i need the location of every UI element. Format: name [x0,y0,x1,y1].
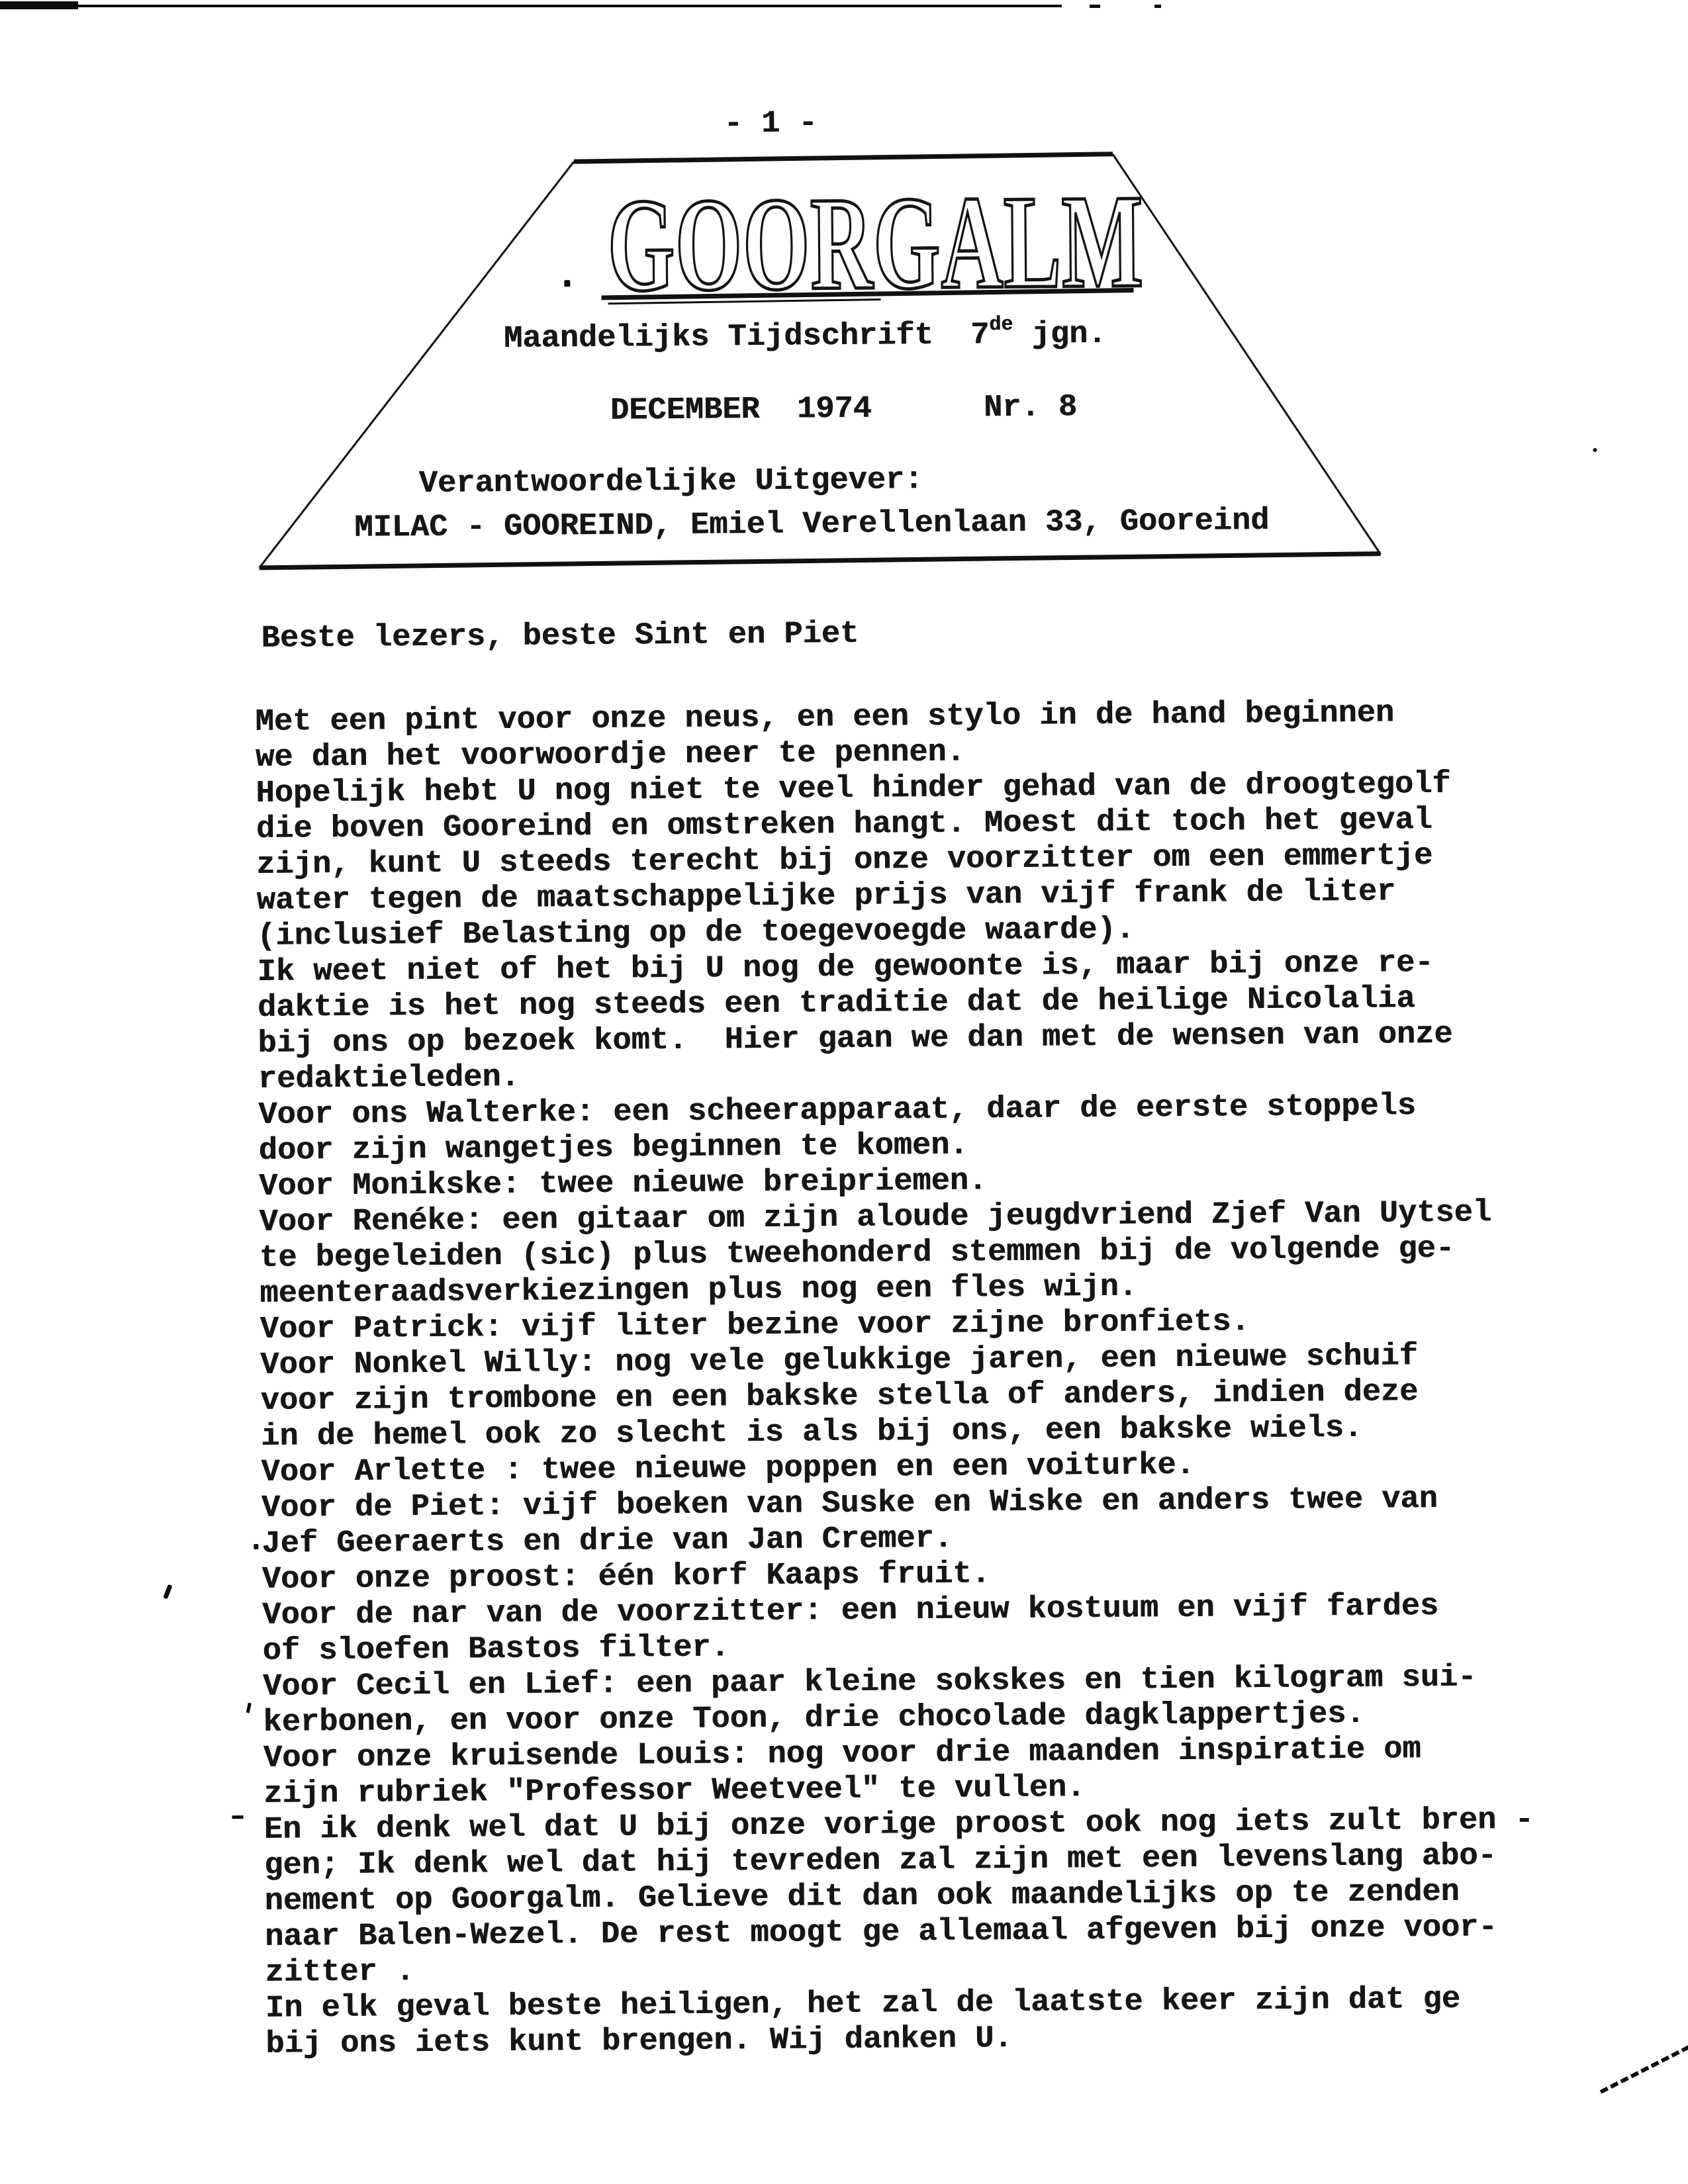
body-text-line: (inclusief Belasting op de toegevoegde waarde). [256,912,1135,954]
body-text-line: Voor Monikske: twee nieuwe breipriemen. [258,1163,988,1205]
body-text-line: meenteraadsverkiezingen plus nog een fles wijn. [259,1269,1138,1312]
body-text-line: zijn, kunt U steeds terecht bij onze voorzitter om een emmertje [256,839,1433,883]
body-text-line: zitter . [265,1954,415,1991]
body-text-line: of sloefen Bastos filter. [262,1630,729,1669]
body-text-line: In elk geval beste heiligen, het zal de laatste keer zijn dat ge [265,1981,1461,2026]
body-text-line: zijn rubriek "Professor Weetveel" te vullen. [263,1770,1086,1812]
body-text-line: naar Balen-Wezel. De rest moogt ge allemaal afgeven bij onze voor- [264,1910,1497,1955]
body-text-line: te begeleiden (sic) plus tweehonderd stemmen bij de volgende ge- [259,1231,1455,1276]
scan-edge-line [1154,5,1161,8]
scan-speck [564,280,570,287]
body-text-line: we dan het voorwoordje neer te pennen. [255,735,965,776]
body-text-line: Voor Cecil en Lief: een paar kleine sokskes en tien kilogram sui- [262,1660,1477,1705]
scan-edge-line [0,1,78,9]
body-text-line: daktie is het nog steeds een traditie dat de heilige Nicolalia [257,981,1415,1026]
body-text-line: die boven Gooreind en omstreken hangt. Moest dit toch het geval [256,803,1432,847]
body-text-line: water tegen de maatschappelijke prijs van vijf frank de liter [256,874,1396,919]
body-text-line: Voor onze proost: één korf Kaaps fruit. [261,1557,990,1598]
body-text-line: in de hemel ook zo slecht is als bij ons, een bakske wiels. [260,1410,1363,1455]
body-text-line: door zijn wangetjes beginnen te komen. [258,1128,968,1169]
subtitle-text: Maandelijks Tijdschrift 7 [503,318,990,357]
body-text-line: nement op Goorgalm. Gelieve dit dan ook maandelijks op te zenden [264,1874,1460,1919]
body-text-line: voor zijn trombone en een bakske stella of anders, indien deze [260,1375,1419,1419]
scan-edge-line [1090,5,1100,8]
body-text-line: Voor Nonkel Willy: nog vele gelukkige jaren, een nieuwe schuif [260,1339,1419,1383]
body-text-line: Ik weet niet of het bij U nog de gewoonte is, maar bij onze re- [257,946,1434,990]
body-text-line: En ik denk wel dat U bij onze vorige proost ook nog iets zult bren - [263,1802,1534,1848]
body-text-line: Voor Arlette : twee nieuwe poppen en een voiturke. [261,1447,1195,1490]
body-text-line: bij ons op bezoek komt. Hier gaan we dan met de wensen van onze [258,1017,1453,1062]
body-text-line: Voor onze kruisende Louis: nog voor drie maanden inspiratie om [263,1732,1421,1776]
scan-speck [1593,448,1597,452]
body-text-line: Hopelijk hebt U nog niet te veel hinder gehad van de droogtegolf [256,766,1451,811]
salutation-line: Beste lezers, beste Sint en Piet [261,616,859,657]
body-text-line: Voor ons Walterke: een scheerapparaat, daar de eerste stoppels [258,1089,1417,1133]
body-text-line: Met een pint voor onze neus, en een stylo in de hand beginnen [255,696,1395,740]
publisher-value: MILAC - GOOREIND, Emiel Verellenlaan 33, Gooreind [354,503,1270,546]
newsletter-logo: GOORGALM [607,167,1145,320]
body-text-line: Voor de Piet: vijf boeken van Suske en Wiske en anders twee van [261,1481,1438,1526]
masthead-subtitle [503,313,1107,360]
body-text-line: Jef Geeraerts en drie van Jan Cremer. [261,1521,953,1562]
scan-speck [232,1815,244,1819]
body-text [255,694,1622,2063]
issue-line: DECEMBER 1974 Nr. 8 [610,390,1078,429]
subtitle-suffix: jgn. [1013,316,1107,353]
body-text-line: bij ons iets kunt brengen. Wij danken U. [265,2021,1013,2062]
body-text-line: gen; Ik denk wel dat hij tevreden zal zijn met een levenslang abo- [263,1839,1497,1884]
page-number: - 1 - [724,106,818,142]
subtitle-superscript: de [989,313,1013,337]
body-text-line: Voor Renéke: een gitaar om zijn aloude jeugdvriend Zjef Van Uytsel [259,1195,1492,1240]
publisher-label: Verantwoordelijke Uitgever: [418,463,923,502]
body-text-line: Voor Patrick: vijf liter bezine voor zijne bronfiets. [259,1304,1250,1347]
scan-speck [254,1544,258,1549]
body-text-line: Voor de nar van de voorzitter: een nieuw kostuum en vijf fardes [261,1588,1439,1633]
body-text-line: redaktieleden. [258,1060,520,1097]
scan-edge-line [0,5,1062,7]
body-text-line: kerbonen, en voor onze Toon, drie chocolade dagklappertjes. [263,1696,1365,1741]
